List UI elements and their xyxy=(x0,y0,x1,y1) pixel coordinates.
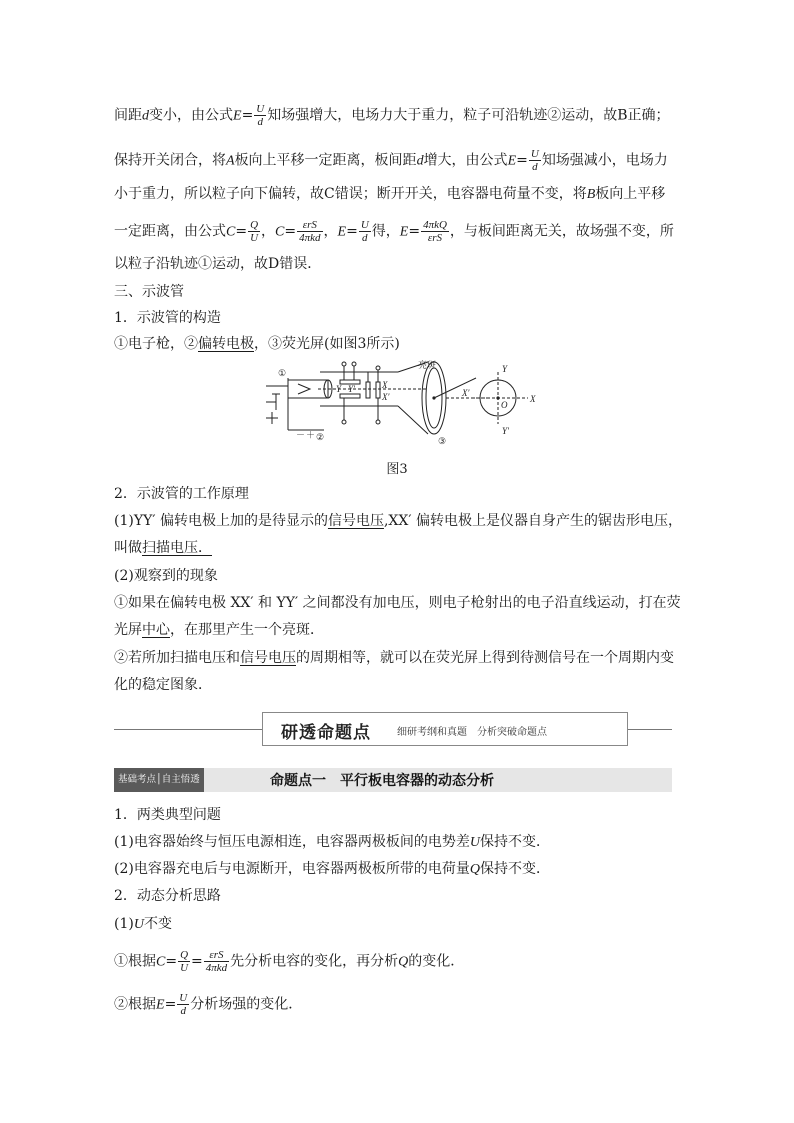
plate-x xyxy=(366,382,370,398)
typical-problem-1: (1)电容器始终与恒压电源相连，电容器两极板间的电势差U保持不变． xyxy=(114,834,550,850)
para1-line4: 一定距离，由公式C= $\frac{Q}{U}$ ，C= $\frac{\text{εrS}}{\text{4πkd}}$ ，E= $\frac{U}{d}$ 得，E= $\frac{\text{4πkQ}}{\text{εrS}}$ ，与板间距离无关，故场强不变，所 xyxy=(114,219,674,244)
electron-gun xyxy=(288,380,328,398)
subsection-heading: 2．示波管的工作原理 xyxy=(114,486,249,502)
label-y-front: Y xyxy=(502,364,508,374)
label-yprime: Y′ xyxy=(348,384,355,394)
para1-line5: 以粒子沿轨迹①运动，故D错误． xyxy=(114,256,322,272)
label-xprime-screen: X′ xyxy=(462,388,470,398)
banner-title: 研透命题点 xyxy=(281,723,371,743)
fraction-u-over-d: $\frac{U}{d}$ xyxy=(360,219,369,244)
section-banner xyxy=(114,712,672,746)
label-1: ① xyxy=(278,368,287,378)
observation-heading: (2)观察到的现象 xyxy=(114,568,218,584)
wire xyxy=(288,378,324,430)
terminal xyxy=(352,362,356,366)
terminal xyxy=(376,420,380,424)
principle-line1: (1)YY′ 偏转电极上加的是待显示的信号电压,XX′ 偏转电极上是仪器自身产生的锯齿形电压， xyxy=(114,513,682,529)
topic-heading-2: 2．动态分析思路 xyxy=(114,888,221,904)
banner-rule-left xyxy=(114,729,262,730)
topic-bar xyxy=(114,768,672,792)
plus-minus xyxy=(266,412,278,424)
label-origin: O xyxy=(501,400,508,410)
principle-line2: 叫做扫描电压． xyxy=(114,540,212,556)
terminal xyxy=(376,366,380,370)
para1-line2: 保持开关闭合，将A板向上平移一定距离，板间距d增大，由公式E= $\frac{U}{d}$ 知场强减小，电场力 xyxy=(114,148,668,173)
label-3: ③ xyxy=(438,436,447,446)
fraction-capacitance: $\frac{\text{εrS}}{\text{4πkd}}$ xyxy=(299,219,321,244)
para1-line1: 间距d变小，由公式E= $\frac{U}{d}$ 知场强增大，电场力大于重力，粒子可沿轨迹②运动，故B正确； xyxy=(114,103,670,128)
bright-spot xyxy=(432,396,435,399)
typical-problem-2: (2)电容器充电后与电源断开，电容器两极板所带的电荷量Q保持不变． xyxy=(114,861,550,877)
observation-line4: 化的稳定图象． xyxy=(114,677,212,693)
power-wire xyxy=(266,386,288,410)
observation-line1: ①如果在偏转电极 XX′ 和 YY′ 之间都没有加电压，则电子枪射出的电子沿直线运动，打在荧 xyxy=(114,595,681,611)
label-x-front: X xyxy=(530,394,536,404)
topic-title: 命题点一 平行板电容器的动态分析 xyxy=(270,773,494,789)
terminal xyxy=(342,362,346,366)
oscilloscope-tube-diagram xyxy=(258,358,548,450)
rule-line-1: ①根据C= $\frac{Q}{U}$ = $\frac{\text{εrS}}{\text{4πkd}}$ 先分析电容的变化，再分析Q的变化． xyxy=(114,949,465,974)
topic-tag: 基础考点│自主悟透 xyxy=(114,768,204,792)
cathode-shape xyxy=(298,384,310,394)
plate-yprime xyxy=(340,394,360,398)
structure-line: ①电子枪，②偏转电极，③荧光屏(如图3所示) xyxy=(114,336,400,352)
rule-line-2: ②根据E= $\frac{U}{d}$ 分析场强的变化． xyxy=(114,992,303,1017)
plate-xprime xyxy=(376,382,380,398)
topic-heading-3: (1)U不变 xyxy=(114,916,172,932)
topic-heading-1: 1．两类典型问题 xyxy=(114,807,221,823)
fraction-u-over-d: $\frac{U}{d}$ xyxy=(530,148,539,173)
terminal xyxy=(342,420,346,424)
fraction-u-over-d: $\frac{U}{d}$ xyxy=(256,103,265,128)
label-yprime-front: Y′ xyxy=(502,426,509,436)
fraction-capacitance: $\frac{\text{εrS}}{\text{4πkd}}$ xyxy=(205,949,228,974)
label-x: X xyxy=(382,380,388,390)
fraction-u-over-d: $\frac{U}{d}$ xyxy=(179,992,188,1017)
label-2: ② xyxy=(316,432,325,442)
label-minus: － xyxy=(296,430,306,440)
para1-line3: 小于重力，所以粒子向下偏转，故C错误；断开开关，电容器电荷量不变，将B板向上平移 xyxy=(114,186,666,202)
observation-line2: 光屏中心，在那里产生一个亮斑． xyxy=(114,622,324,638)
label-y: Y xyxy=(336,384,342,394)
label-plus: ＋ xyxy=(306,430,316,440)
observation-line3: ②若所加扫描电压和信号电压的周期相等，就可以在荧光屏上得到待测信号在一个周期内变 xyxy=(114,650,674,666)
section-title: 三、示波管 xyxy=(114,284,184,300)
label-bright-spot: 亮斑 xyxy=(418,361,437,371)
fraction-q-over-u: $\frac{Q}{U}$ xyxy=(250,219,259,244)
banner-box xyxy=(262,712,628,746)
subsection-heading: 1．示波管的构造 xyxy=(114,310,221,326)
banner-subtitle: 细研考纲和真题 分析突破命题点 xyxy=(397,727,547,738)
label-xprime: X′ xyxy=(382,392,390,402)
figure-caption: 图3 xyxy=(386,462,408,477)
fraction-q-over-u: $\frac{Q}{U}$ xyxy=(180,949,189,974)
origin-dot xyxy=(496,396,499,399)
tube-flare xyxy=(398,362,428,434)
fraction-field: $\frac{\text{4πkQ}}{\text{εrS}}$ xyxy=(423,219,447,244)
banner-rule-right xyxy=(626,729,672,730)
